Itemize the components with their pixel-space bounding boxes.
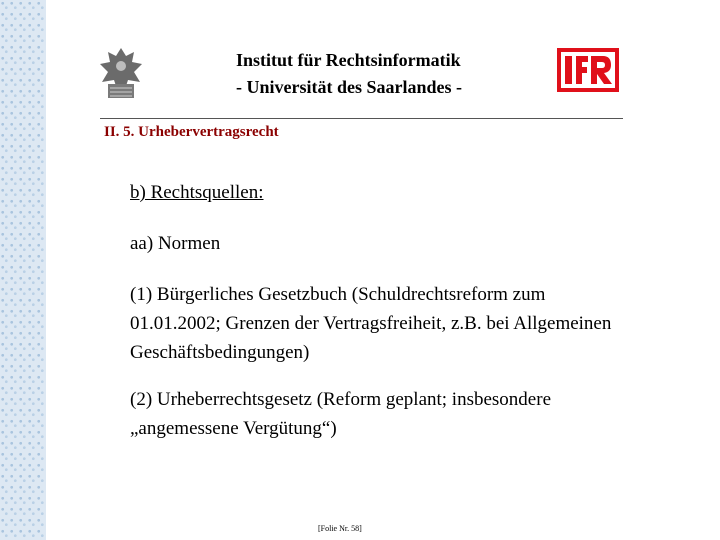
content-item-1: (1) Bürgerliches Gesetzbuch (Schuldrechtsreform zum 01.01.2002; Grenzen der Vertragsfreiheit, z.B. bei Allgemeinen Geschäftsbedingungen) (130, 284, 612, 363)
decorative-side-strip (0, 0, 46, 540)
university-name: - Universität des Saarlandes - (236, 77, 462, 97)
content-heading: b) Rechtsquellen: (130, 182, 264, 203)
header-divider (100, 118, 623, 119)
content-item-2: (2) Urheberrechtsgesetz (Reform geplant; insbesondere „angemessene Vergütung“) (130, 389, 551, 439)
institute-header (236, 47, 566, 101)
ifr-logo-icon (557, 48, 619, 92)
slide-number: [Folie Nr. 58] (318, 524, 362, 533)
slide-content (130, 178, 640, 443)
university-seal-icon (96, 44, 146, 104)
institute-name: Institut für Rechtsinformatik (236, 50, 461, 70)
content-subheading: aa) Normen (130, 233, 221, 254)
section-title: II. 5. Urhebervertragsrecht (104, 124, 279, 140)
